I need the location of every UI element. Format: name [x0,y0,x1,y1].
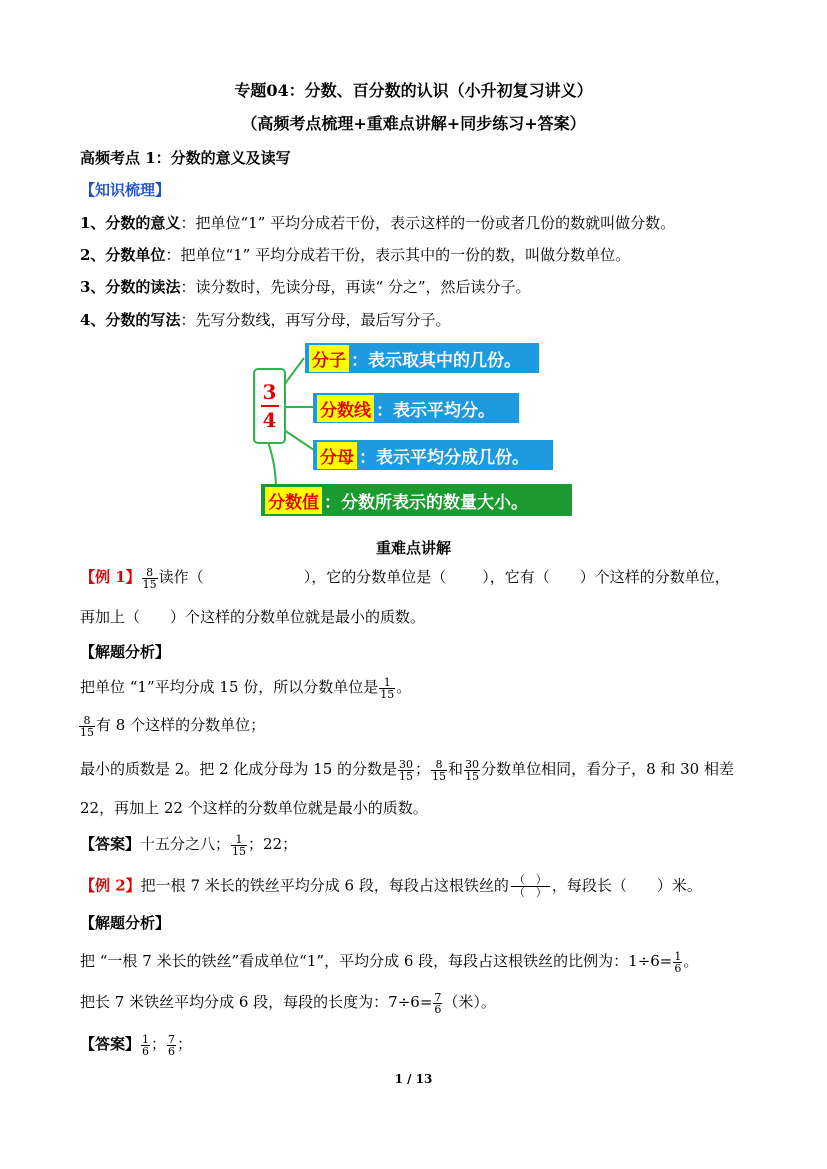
fraction-line-box [313,393,519,423]
example-1-line-1: 【例 1】 $\frac{8}{15}$ 读作（ ），它的分数单位是（ ），它有（ ）个这样的分数单位， [80,565,730,591]
fraction-line-key: 分数线 [317,395,374,422]
fraction: $\frac{30}{15}$ [465,757,480,783]
example-1-tag: 【例 1】 [80,568,141,586]
connector-value [268,442,276,490]
analysis-line: 把长 7 米铁丝平均分成 6 段，每段的长度为：7÷6= $\frac{7}{6}$ （米）。 [80,990,496,1016]
section-heading: 高频考点 1：分数的意义及读写 [80,149,291,167]
fraction-denominator: 4 [262,408,277,432]
numerator-box [305,343,539,373]
list-item: 3、分数的读法：读分数时，先读分母，再读“ 分之”，然后读分子。 [80,278,531,296]
fraction: $\frac{1}{6}$ [674,949,682,975]
analysis-line: 把单位 “1”平均分成 15 份，所以分数单位是 $\frac{1}{15}$ 。 [80,675,412,701]
analysis-line: 最小的质数是 2。把 2 化成分母为 15 的分数是 $\frac{30}{15}$ ； $\frac{8}{15}$ 和 $\frac{30}{15}$ 分数单位相同，看分子，8 和 30 相差 [80,757,734,783]
list-item: 2、分数单位：把单位“1” 平均分成若干份，表示其中的一份的数，叫做分数单位。 [80,246,631,264]
knowledge-tag: 【知识梳理】 [80,181,171,199]
connector-numerator [284,358,304,385]
connector-denominator [284,430,314,450]
fraction: $\frac{8}{15}$ [142,565,157,591]
fraction-blank: $\frac{( )}{( )}$ [511,874,550,899]
denominator-desc: ：表示平均分成几份。 [359,447,529,468]
fraction-bar [261,405,279,407]
denominator-key: 分母 [317,442,357,469]
fraction: $\frac{7}{6}$ [434,990,442,1016]
analysis-tag: 【解题分析】 [80,914,171,932]
fraction: $\frac{1}{15}$ [380,675,395,701]
value-key: 分数值 [265,487,322,514]
example-2-line: 【例 2】把一根 7 米长的铁丝平均分成 6 段，每段占这根铁丝的 $\frac{( )}{( )}$ ，每段长（ ）米。 [80,873,702,899]
answer-line: 【答案】 $\frac{1}{6}$ ； $\frac{7}{6}$ ； [80,1032,193,1058]
denominator-box [313,440,553,470]
value-desc: ：分数所表示的数量大小。 [324,492,528,513]
answer-tag: 【答案】 [80,835,141,853]
answer-tag: 【答案】 [80,1035,141,1053]
fraction-three-quarters [253,368,286,444]
fraction: $\frac{1}{6}$ [142,1032,150,1058]
fraction-numerator: 3 [262,380,277,404]
fraction: $\frac{8}{15}$ [432,757,447,783]
analysis-line: 22，再加上 22 个这样的分数单位就是最小的质数。 [80,799,428,817]
analysis-line: $\frac{8}{15}$ 有 8 个这样的分数单位； [80,713,266,739]
page-title: 专题04：分数、百分数的认识（小升初复习讲义） [234,81,593,100]
key-points-heading: 重难点讲解 [375,539,451,557]
fraction: $\frac{1}{15}$ [232,832,247,858]
fraction: $\frac{30}{15}$ [399,757,414,783]
list-item: 1、分数的意义：把单位“1” 平均分成若干份，表示这样的一份或者几份的数就叫做分数。 [80,214,676,232]
value-box [261,484,572,516]
page-number: 1 / 13 [394,1072,433,1086]
fraction: $\frac{7}{6}$ [168,1032,176,1058]
analysis-tag: 【解题分析】 [80,643,171,661]
numerator-key: 分子 [309,345,349,372]
list-item: 4、分数的写法：先写分数线，再写分母，最后写分子。 [80,311,451,329]
page-subtitle: （高频考点梳理+重难点讲解+同步练习+答案） [241,114,586,133]
example-1-line-2: 再加上（ ）个这样的分数单位就是最小的质数。 [80,608,426,626]
example-2-tag: 【例 2】 [80,876,141,895]
analysis-line: 把 “一根 7 米长的铁丝”看成单位“1”，平均分成 6 段，每段占这根铁丝的比例为：1÷6= $\frac{1}{6}$ 。 [80,949,699,975]
fraction: $\frac{8}{15}$ [80,713,94,739]
answer-line: 【答案】十五分之八； $\frac{1}{15}$ ；22； [80,832,298,858]
fraction-line-desc: ：表示平均分。 [376,400,495,421]
numerator-desc: ：表示取其中的几份。 [351,350,521,371]
